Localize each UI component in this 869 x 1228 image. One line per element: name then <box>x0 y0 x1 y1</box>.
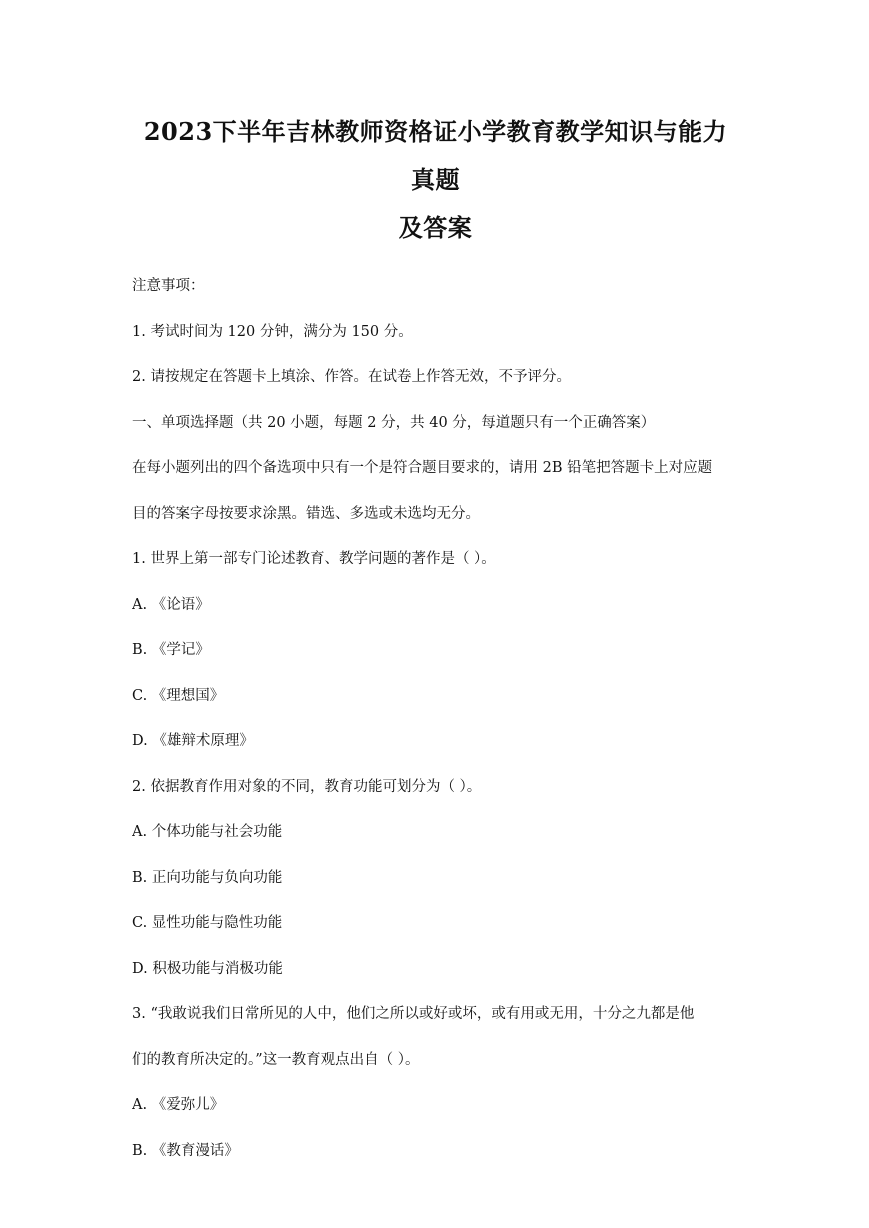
question-3-stem-line-1: 3. “我敢说我们日常所见的人中，他们之所以或好或坏，或有用或无用，十分之九都是他 <box>132 1006 695 1022</box>
title-line-2: 及答案 <box>398 213 473 242</box>
question-1-option-a: A. 《论语》 <box>132 596 210 613</box>
question-2-option-b: B. 正向功能与负向功能 <box>132 869 283 886</box>
section-heading: 一、单项选择题（共 20 小题，每题 2 分，共 40 分，每道题只有一个正确答案） <box>132 414 656 431</box>
question-2-stem: 2. 依据教育作用对象的不同，教育功能可划分为（ ）。 <box>132 778 482 795</box>
instruction-line-2: 目的答案字母按要求涂黑。错选、多选或未选均无分。 <box>132 505 480 522</box>
question-2-option-a: A. 个体功能与社会功能 <box>132 824 283 840</box>
question-1-option-d: D. 《雄辩术原理》 <box>132 733 254 749</box>
question-1-option-c: C. 《理想国》 <box>132 687 225 704</box>
question-2-option-c: C. 显性功能与隐性功能 <box>132 915 283 931</box>
question-1-stem: 1. 世界上第一部专门论述教育、教学问题的著作是（ ）。 <box>132 551 496 567</box>
instruction-line-1: 在每小题列出的四个备选项中只有一个是符合题目要求的，请用 2B 铅笔把答题卡上对应题 <box>132 460 713 476</box>
question-3-option-b: B. 《教育漫话》 <box>132 1142 239 1159</box>
question-3-stem-line-2: 们的教育所决定的。”这一教育观点出自（ ）。 <box>132 1051 420 1068</box>
document-title <box>132 0 739 252</box>
title-line-1: 2023下半年吉林教师资格证小学教育教学知识与能力真题 <box>143 117 728 194</box>
notice-heading: 注意事项： <box>132 278 205 294</box>
notice-item-1: 1. 考试时间为 120 分钟，满分为 150 分。 <box>132 323 413 340</box>
notice-item-2: 2. 请按规定在答题卡上填涂、作答。在试卷上作答无效，不予评分。 <box>132 369 571 385</box>
document-body <box>132 264 739 1174</box>
question-1-option-b: B. 《学记》 <box>132 642 210 658</box>
question-3-option-a: A. 《爱弥儿》 <box>132 1097 225 1113</box>
question-2-option-d: D. 积极功能与消极功能 <box>132 960 283 977</box>
